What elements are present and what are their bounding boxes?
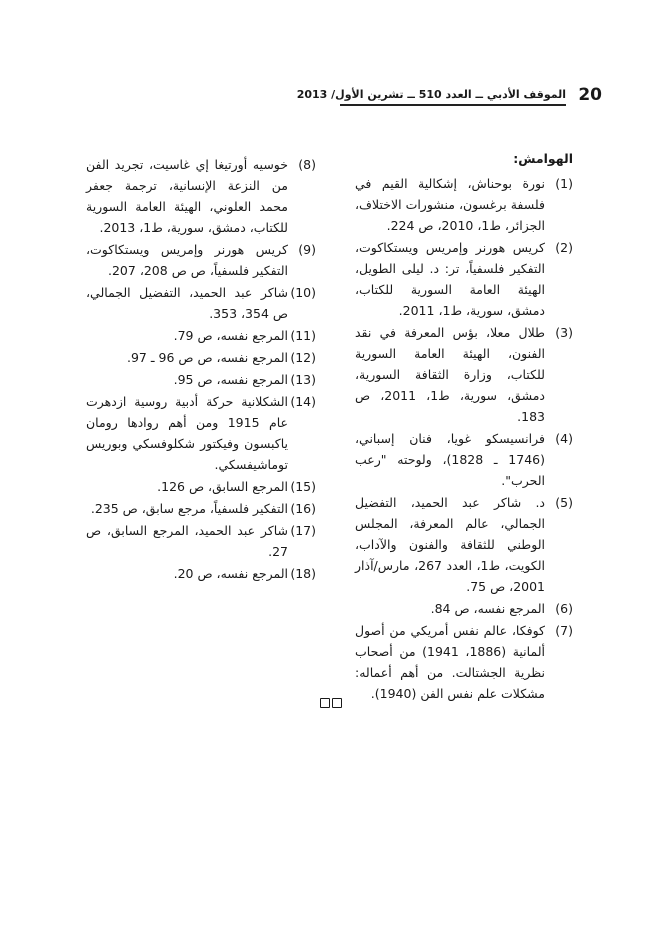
footnote-text: المرجع نفسه، ص 95.	[173, 372, 288, 387]
footnote	[86, 347, 316, 368]
footnote-number: (10)	[290, 285, 316, 300]
footnote	[355, 598, 573, 619]
footnote	[86, 239, 316, 281]
footnote	[86, 325, 316, 346]
footnote-number: (18)	[290, 566, 316, 581]
footnote	[86, 498, 316, 519]
footnote-text: المرجع السابق، ص 126.	[157, 479, 288, 494]
end-square-icon	[332, 698, 342, 708]
footnotes-right-column	[355, 148, 573, 705]
footnote	[355, 492, 573, 597]
footnote	[355, 428, 573, 491]
footnote	[355, 237, 573, 321]
footnote-text: المرجع نفسه، ص 20.	[173, 566, 288, 581]
footnote-text: المرجع نفسه، ص ص 96 ـ 97.	[127, 350, 288, 365]
footnotes-list-left	[86, 154, 316, 584]
footnotes-left-column	[86, 154, 316, 585]
footnotes-list-right	[355, 173, 573, 704]
footnote-number: (11)	[290, 328, 316, 343]
footnote-number: (2)	[555, 240, 573, 255]
footnote-text: خوسيه أورتيغا إي غاسيت، تجريد الفن من النزعة الإنسانية، ترجمة جعفر محمد العلوني، الهيئة العامة السورية للكتاب، دمشق، سورية، ط1، 2013.	[86, 157, 288, 235]
footnote-number: (9)	[298, 242, 316, 257]
footnote	[86, 391, 316, 475]
footnote-number: (8)	[298, 157, 316, 172]
footnote-text: المرجع نفسه، ص 79.	[173, 328, 288, 343]
footnote-text: كريس هورنر وإمريس ويستكاكوت، التفكير فلسفياً، تر: د. ليلى الطويل، الهيئة العامة السورية للكتاب، دمشق، سورية، ط1، 2011.	[355, 240, 545, 318]
end-square-icon	[320, 698, 330, 708]
footnote-text: المرجع نفسه، ص 84.	[430, 601, 545, 616]
footnote	[86, 369, 316, 390]
footnote-number: (12)	[290, 350, 316, 365]
footnote	[86, 154, 316, 238]
footnote-number: (16)	[290, 501, 316, 516]
end-mark	[320, 698, 342, 708]
footnote-text: طلال معلا، بؤس المعرفة في نقد الفنون، الهيئة العامة السورية للكتاب، وزارة الثقافة السورية، دمشق، سورية، ط1، 2011، ص 183.	[355, 325, 545, 424]
footnote-number: (14)	[290, 394, 316, 409]
running-title: الموقف الأدبي ــ العدد 510 ــ تشرين الأول/ 2013	[296, 88, 566, 101]
footnote	[355, 322, 573, 427]
footnote-text: الشكلانية حركة أدبية روسية ازدهرت عام 1915 ومن أهم روادها رومان ياكبسون وفيكتور شكلوفسكي وبوريس توماشيفسكي.	[86, 394, 288, 472]
footnote	[86, 520, 316, 562]
page-number: 20	[578, 85, 602, 105]
footnote-number: (6)	[555, 601, 573, 616]
footnote-number: (17)	[290, 523, 316, 538]
footnote	[86, 282, 316, 324]
footnote-number: (3)	[555, 325, 573, 340]
header-rule	[340, 104, 566, 106]
footnote-text: كوفكا، عالم نفس أمريكي من أصول ألمانية (1886، 1941) من أصحاب نظرية الجشتالت. من أهم أعماله: مشكلات علم نفس الفن (1940).	[355, 623, 545, 701]
footnote-text: كريس هورنر وإمريس ويستكاكوت، التفكير فلسفياً، ص ص 208، 207.	[86, 242, 288, 278]
footnote-number: (15)	[290, 479, 316, 494]
footnote-number: (7)	[555, 623, 573, 638]
footnote-text: التفكير فلسفياً، مرجع سابق، ص 235.	[90, 501, 288, 516]
footnote-number: (4)	[555, 431, 573, 446]
footnote	[86, 563, 316, 584]
page-header	[296, 84, 602, 108]
footnotes-heading: الهوامش:	[513, 151, 573, 166]
footnote	[355, 620, 573, 704]
footnote	[355, 173, 573, 236]
footnote-text: د. شاكر عبد الحميد، التفضيل الجمالي، عالم المعرفة، المجلس الوطني للثقافة والفنون والآداب، الكويت، ط1، العدد 267، مارس/آذار 2001، ص 75.	[355, 495, 545, 594]
footnote	[86, 476, 316, 497]
footnote-number: (1)	[555, 176, 573, 191]
footnote-text: فرانسيسكو غويا، فنان إسباني، (1746 ـ 1828)، ولوحته "رعب الحرب".	[355, 431, 545, 488]
footnote-text: نورة بوحناش، إشكالية القيم في فلسفة برغسون، منشورات الاختلاف، الجزائر، ط1، 2010، ص 224.	[355, 176, 545, 233]
footnote-text: شاكر عبد الحميد، المرجع السابق، ص 27.	[86, 523, 288, 559]
footnote-number: (13)	[290, 372, 316, 387]
footnote-text: شاكر عبد الحميد، التفضيل الجمالي، ص 354، 353.	[86, 285, 288, 321]
footnote-number: (5)	[555, 495, 573, 510]
